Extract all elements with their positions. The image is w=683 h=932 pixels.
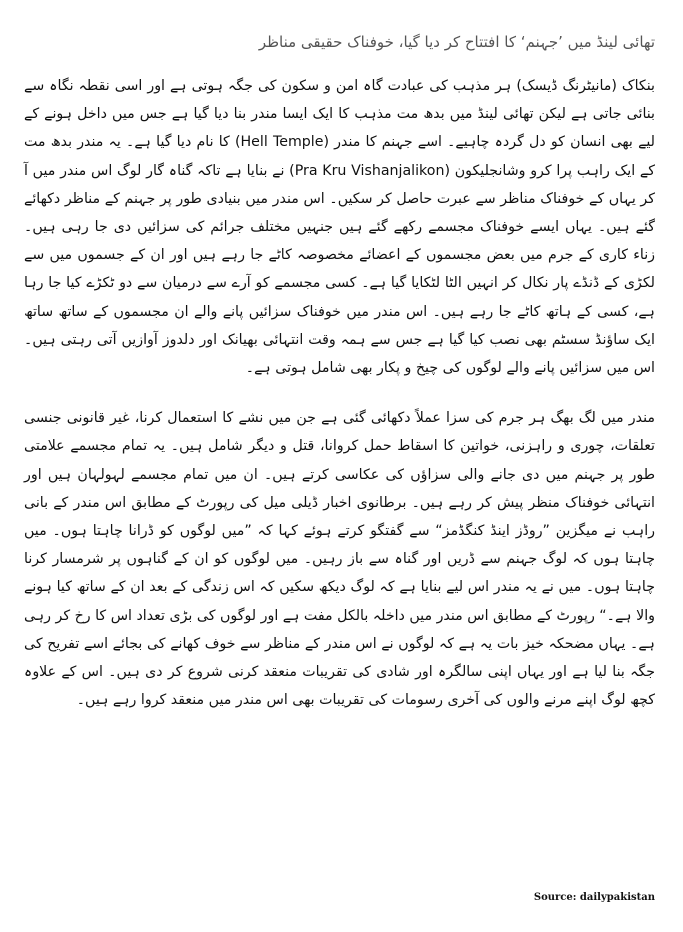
article-body: [24, 72, 655, 714]
source-credit: Source: dailypakistan: [533, 892, 655, 903]
article-paragraph: مندر میں لگ بھگ ہر جرم کی سزا عملاً دکھائی گئی ہے جن میں نشے کا استعمال کرنا، غیر قانونی جنسی تعلقات، چوری و راہزنی، خواتین کا اسقاط حمل کروانا، قتل و دیگر شامل ہیں۔ یہ تمام مجسمے علامتی طور پر جہنم میں دی جانے والی سزاؤں کی عکاسی کرتے ہیں۔ ان میں تمام مجسمے لہولہان ہیں اور انتہائی خوفناک منظر پیش کر رہے ہیں۔ برطانوی اخبار ڈیلی میل کی رپورٹ کے مطابق اس مندر کے بانی راہب نے میگزین ”روڈز اینڈ کنگڈمز“ سے گفتگو کرتے ہوئے کہا کہ ”میں لوگوں کو ڈرانا چاہتا ہوں۔ میں چاہتا ہوں کہ لوگ جہنم سے ڈریں اور گناہ سے باز رہیں۔ میں لوگوں کو ان کے گناہوں پر شرمسار کرنا چاہتا ہوں۔ میں نے یہ مندر اس لیے بنایا ہے کہ لوگ دیکھ سکیں کہ اس زندگی کے بعد ان کے ساتھ کیا ہونے والا ہے۔“ رپورٹ کے مطابق اس مندر میں داخلہ بالکل مفت ہے اور لوگوں کی بڑی تعداد اس کا رخ کر رہی ہے۔ یہاں مضحکہ خیز بات یہ ہے کہ لوگوں نے اس مندر کے مناظر سے خوف کھانے کی بجائے اسے تفریح کی جگہ بنا لیا ہے اور یہاں اپنی سالگرہ اور شادی کی تقریبات منعقد کرنی شروع کر دی ہیں۔ اس کے علاوہ کچھ لوگ اپنے مرنے والوں کی آخری رسومات کی تقریبات بھی اس مندر میں منعقد کروا رہے ہیں۔: [24, 410, 655, 709]
article-paragraph: بنکاک (مانیٹرنگ ڈیسک) ہر مذہب کی عبادت گاہ امن و سکون کی جگہ ہوتی ہے اور اسی نقطہ نگاہ سے بنائی جاتی ہے لیکن تھائی لینڈ میں بدھ مت مذہب کا ایک ایسا مندر بنا دیا گیا ہے جس میں داخل ہونے کے لیے بھی انسان کو دل گردہ چاہیے۔ اسے جہنم کا مندر (Hell Temple) کا نام دیا گیا ہے۔ یہ مندر بدھ مت کے ایک راہب پرا کرو وشانجلیکون (Pra Kru Vishanjalikon) نے بنایا ہے تاکہ گناہ گار لوگ اس مندر میں آ کر یہاں کے خوفناک مناظر سے عبرت حاصل کر سکیں۔ اس مندر میں بنیادی طور پر جہنم کے مناظر دکھائے گئے ہیں۔ یہاں ایسے خوفناک مجسمے رکھے گئے ہیں جنہیں مختلف جرائم کی سزائیں دی جا رہی ہیں۔ زناء کاری کے جرم میں بعض مجسموں کے اعضائے مخصوصہ کاٹے جا رہے ہیں اور ان کے جسموں میں سے لکڑی کے ڈنڈے پار نکال کر انہیں الٹا لٹکایا گیا ہے۔ کسی مجسمے کو آرے سے درمیان سے دو ٹکڑے کیا جا رہا ہے، کسی کے ہاتھ کاٹے جا رہے ہیں۔ اس مندر میں خوفناک سزائیں پانے والے ان مجسموں کے ساتھ ساتھ ایک ساؤنڈ سسٹم بھی نصب کیا گیا ہے جس سے ہمہ وقت انتہائی بھیانک اور دلدوز آوازیں آتی رہتی ہیں۔ اس میں سزائیں پانے والے لوگوں کی چیخ و پکار بھی شامل ہوتی ہے۔: [24, 78, 655, 377]
article-headline: تھائی لینڈ میں ’جہنم‘ کا افتتاح کر دیا گیا، خوفناک حقیقی مناظر: [258, 33, 655, 51]
